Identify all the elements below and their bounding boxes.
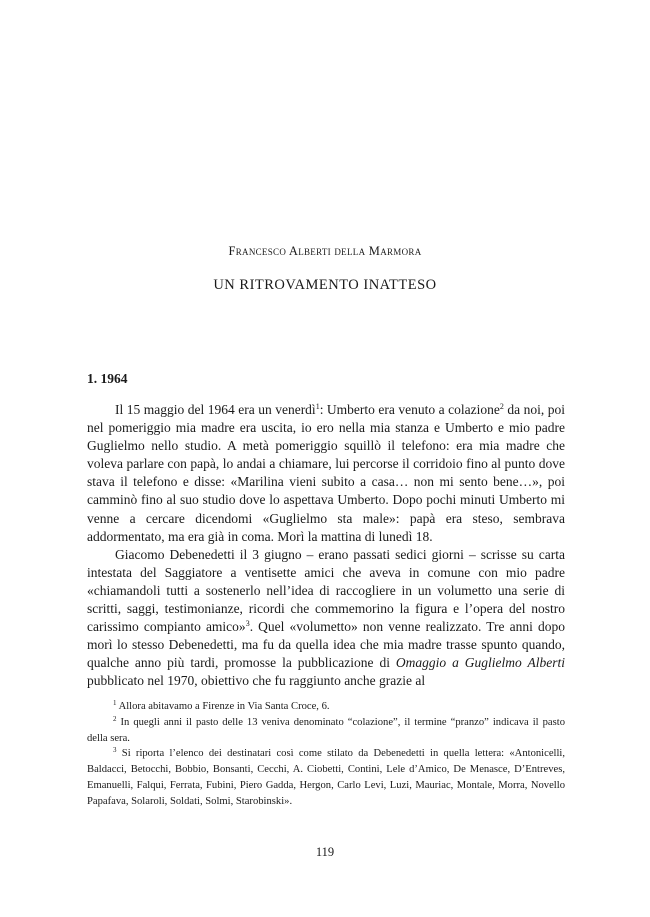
paragraph-2-text-b: . Quel «volumetto» non venne realizzato. Tre anni dopo morì lo stesso Debenedetti, ma fu da quella idea che mia madre trasse spunto quando, qualche anno più tardi, promosse la pubblicazione di	[87, 619, 565, 671]
body-text	[87, 401, 565, 691]
footnote-3	[87, 746, 565, 809]
section-heading: 1. 1964	[87, 371, 128, 386]
footnote-ref-2: 2	[499, 402, 504, 411]
book-title: Omaggio a Guglielmo Alberti	[395, 655, 565, 671]
footnote-number: 2	[113, 714, 117, 723]
footnote-number: 1	[113, 699, 117, 707]
paragraph-1-text-b: : Umberto era venuto a colazione	[319, 402, 500, 417]
author-name: Francesco Alberti della Marmora	[228, 244, 422, 258]
chapter-title: UN RITROVAMENTO INATTESO	[213, 277, 437, 293]
footnote-2	[87, 715, 565, 747]
footnote-text: In quegli anni il pasto delle 13 veniva denominato “colazione”, il termine “pranzo” indicava il pasto della sera.	[87, 716, 565, 744]
footnote-number: 3	[113, 746, 117, 755]
footnote-text: Si riporta l’elenco dei destinatari così come stilato da Debenedetti in quella lettera: «Antonicelli, Baldacci, Betocchi, Bobbio, Bonsanti, Cecchi, A. Ciobetti, Contini, Lele d’Amico, De Menasce, D’Entreves, Emanuelli, Falqui, Ferrata, Fubini, Piero Gadda, Hergon, Carlo Levi, Luzi, Mauriac, Montale, Morra, Novello Papafava, Solaroli, Soldati, Solmi, Starobinski».	[87, 748, 565, 807]
footnote-ref-3: 3	[245, 619, 250, 629]
page-number: 119	[315, 845, 335, 859]
paragraph-2-text-a: Giacomo Debenedetti il 3 giugno – erano passati sedici giorni – scrisse su carta intestata del Saggiatore a ventisette amici che aveva in comune con mio padre «chiamandoli tutti a sostenerlo nell’idea di raccogliere in un volumetto una serie di scritti, saggi, testimonianze, ricordi che commemorino la figura e l’opera del nostro carissimo compianto amico»	[87, 546, 565, 635]
paragraph-2	[87, 546, 565, 691]
footnote-text: Allora abitavamo a Firenze in Via Santa Croce, 6.	[118, 701, 330, 712]
paragraph-1-text-a: Il 15 maggio del 1964 era un venerdì	[115, 402, 316, 417]
paragraph-1	[87, 401, 565, 546]
footnote-ref-1: 1	[315, 402, 320, 411]
paragraph-2-text-c: pubblicato nel 1970, obiettivo che fu raggiunto anche grazie al	[87, 673, 426, 689]
footnote-1	[87, 699, 565, 715]
paragraph-1-text-c: da noi, poi nel pomeriggio mia madre era uscita, io ero nella mia stanza e Umberto e mio padre Guglielmo nello studio. A metà pomeriggio squillò il telefono: era mia madre che voleva parlare con papà, lo andai a chiamare, lui percorse il corridoio fino al punto dove stava il telefono e disse: «Marilina vieni subito a casa… non mi sento bene…», poi camminò fino al suo studio dove lo aspettava Umberto. Dopo pochi minuti Umberto mi venne a cercare dicendomi «Guglielmo sta male»: papà era steso, sembrava addormentato, ma era già in coma. Morì la mattina di lunedì 18.	[87, 402, 565, 544]
footnotes	[87, 699, 565, 810]
